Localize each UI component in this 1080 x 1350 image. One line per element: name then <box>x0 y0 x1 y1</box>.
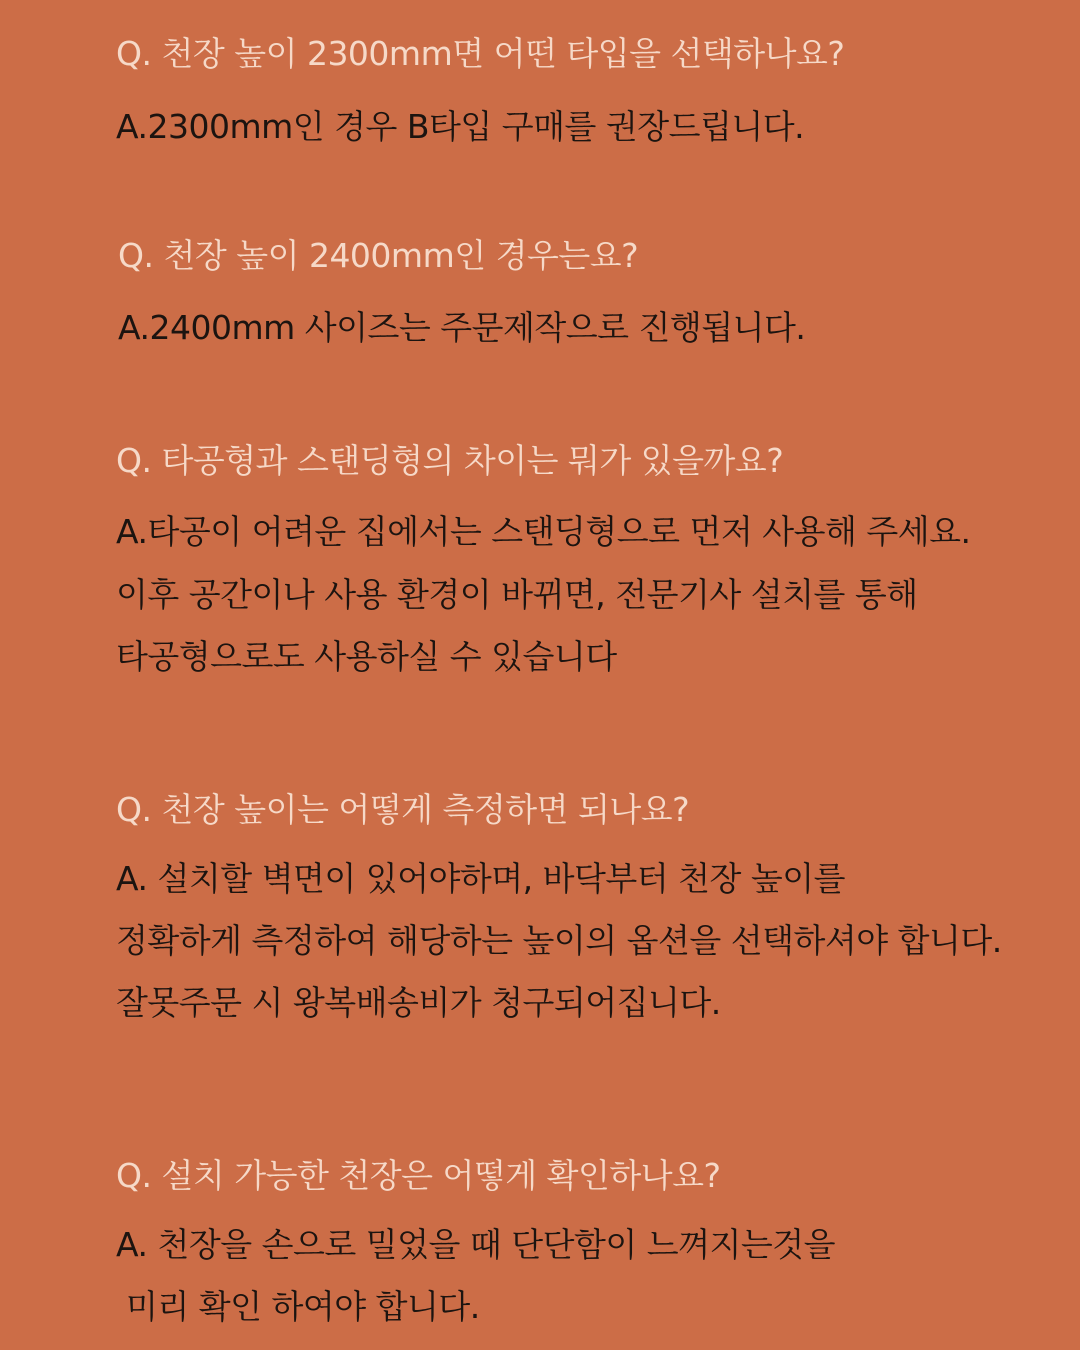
faq-answer-line: 정확하게 측정하여 해당하는 높이의 옵션을 선택하셔야 합니다. <box>116 921 1002 960</box>
faq-answer-line: A. 천장을 손으로 밀었을 때 단단함이 느껴지는것을 <box>116 1225 835 1264</box>
faq-question: Q. 타공형과 스탠딩형의 차이는 뭐가 있을까요? <box>116 441 784 480</box>
faq-question: Q. 천장 높이는 어떻게 측정하면 되나요? <box>116 790 690 829</box>
faq-answer-line: A.타공이 어려운 집에서는 스탠딩형으로 먼저 사용해 주세요. <box>116 512 971 551</box>
faq-answer-line: A.2300mm인 경우 B타입 구매를 권장드립니다. <box>116 107 805 146</box>
faq-question: Q. 설치 가능한 천장은 어떻게 확인하나요? <box>116 1156 721 1195</box>
faq-question: Q. 천장 높이 2300mm면 어떤 타입을 선택하나요? <box>116 34 845 73</box>
faq-answer-line: 잘못주문 시 왕복배송비가 청구되어집니다. <box>116 983 721 1022</box>
faq-answer-line: A. 설치할 벽면이 있어야하며, 바닥부터 천장 높이를 <box>116 859 845 898</box>
faq-question: Q. 천장 높이 2400mm인 경우는요? <box>118 236 639 275</box>
faq-answer-line: 이후 공간이나 사용 환경이 바뀌면, 전문기사 설치를 통해 <box>116 575 918 614</box>
faq-answer-line: A.2400mm 사이즈는 주문제작으로 진행됩니다. <box>118 308 806 347</box>
faq-answer-line: 타공형으로도 사용하실 수 있습니다 <box>116 637 617 676</box>
faq-answer-line: 미리 확인 하여야 합니다. <box>116 1287 480 1326</box>
